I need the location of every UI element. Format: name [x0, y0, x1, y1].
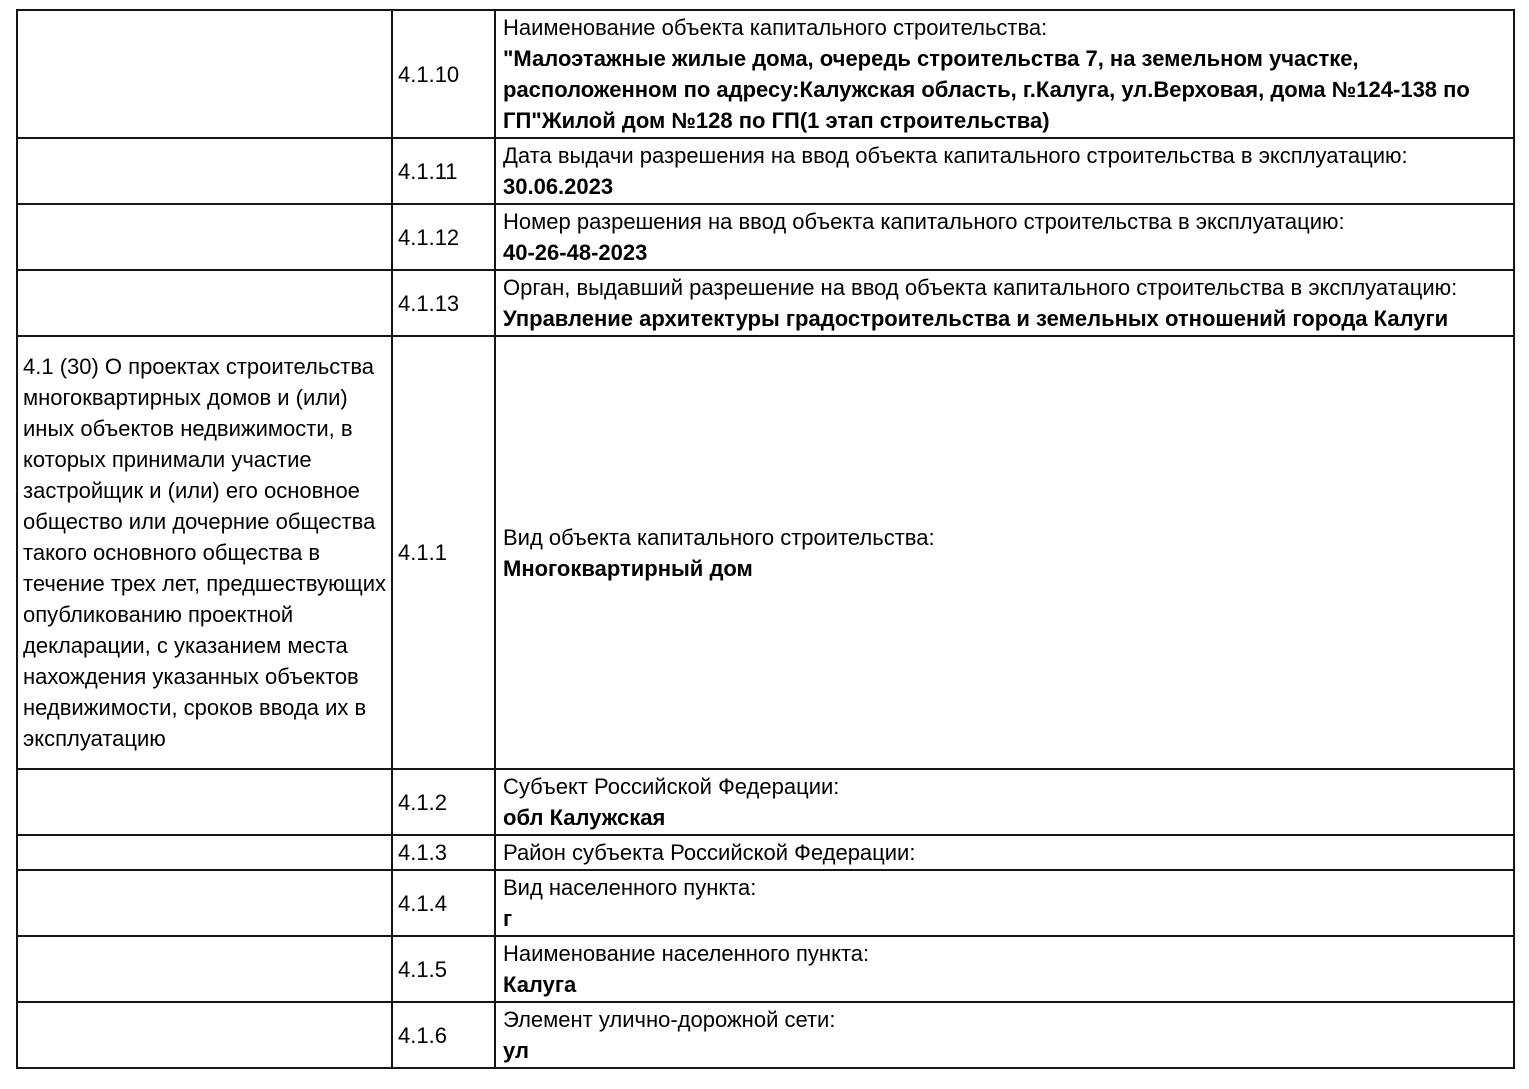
field-label: Вид населенного пункта: — [503, 875, 757, 900]
category-cell — [17, 769, 392, 835]
category-cell — [17, 10, 392, 138]
category-cell: 4.1 (30) О проектах строительства многоквартирных домов и (или) иных объектов недвижимости, в которых принимали участие застройщик и (или) его основное общество или дочерние общества такого основного общества в течение трех лет, предшествующих опубликованию проектной декларации, с указанием места нахождения указанных объектов недвижимости, сроков ввода их в эксплуатацию — [17, 336, 392, 769]
table-row — [17, 204, 1514, 270]
item-number: 4.1.1 — [392, 336, 495, 769]
table-row — [17, 936, 1514, 1002]
table-row — [17, 10, 1514, 138]
field-label: Орган, выдавший разрешение на ввод объекта капитального строительства в эксплуатацию: — [503, 275, 1458, 300]
field-cell — [495, 10, 1514, 138]
field-label: Наименование объекта капитального строительства: — [503, 15, 1048, 40]
field-cell — [495, 1002, 1514, 1068]
field-cell — [495, 204, 1514, 270]
category-cell — [17, 936, 392, 1002]
field-value: Многоквартирный дом — [503, 555, 753, 581]
field-cell — [495, 769, 1514, 835]
field-label: Район субъекта Российской Федерации: — [503, 840, 916, 865]
field-value: Управление архитектуры градостроительства и земельных отношений города Калуги — [503, 306, 1449, 331]
field-value: "Малоэтажные жилые дома, очередь строительства 7, на земельном участке, расположенном по адресу:Калужская область, г.Калуга, ул.Верховая, дома №124-138 по ГП"Жилой дом №128 по ГП(1 этап строительства) — [503, 46, 1470, 133]
field-value: ул — [503, 1038, 529, 1063]
field-value: 30.06.2023 — [503, 174, 614, 199]
item-number: 4.1.5 — [392, 936, 495, 1002]
table-row — [17, 138, 1514, 204]
item-number: 4.1.2 — [392, 769, 495, 835]
category-cell — [17, 835, 392, 870]
field-cell — [495, 936, 1514, 1002]
field-label: Номер разрешения на ввод объекта капитального строительства в эксплуатацию: — [503, 209, 1345, 234]
item-number: 4.1.4 — [392, 870, 495, 936]
table-row — [17, 270, 1514, 336]
field-value: 40-26-48-2023 — [503, 240, 648, 265]
field-label: Наименование населенного пункта: — [503, 941, 870, 966]
item-number: 4.1.10 — [392, 10, 495, 138]
table-row — [17, 835, 1514, 870]
table-row — [17, 1002, 1514, 1068]
item-number: 4.1.12 — [392, 204, 495, 270]
field-label: Дата выдачи разрешения на ввод объекта капитального строительства в эксплуатацию: — [503, 143, 1408, 168]
field-value: Калуга — [503, 972, 577, 997]
field-label: Элемент улично-дорожной сети: — [503, 1007, 836, 1032]
category-cell — [17, 870, 392, 936]
field-value: обл Калужская — [503, 805, 666, 830]
category-cell — [17, 270, 392, 336]
declaration-table — [16, 9, 1515, 1069]
item-number: 4.1.3 — [392, 835, 495, 870]
field-cell — [495, 336, 1514, 769]
field-cell — [495, 138, 1514, 204]
table-row — [17, 769, 1514, 835]
category-cell — [17, 1002, 392, 1068]
field-value: г — [503, 906, 513, 931]
category-cell — [17, 138, 392, 204]
item-number: 4.1.11 — [392, 138, 495, 204]
category-cell — [17, 204, 392, 270]
field-cell — [495, 870, 1514, 936]
field-label: Вид объекта капитального строительства: — [503, 524, 935, 550]
field-cell — [495, 835, 1514, 870]
table-row — [17, 870, 1514, 936]
field-cell — [495, 270, 1514, 336]
table-row — [17, 336, 1514, 769]
field-label: Субъект Российской Федерации: — [503, 774, 840, 799]
item-number: 4.1.13 — [392, 270, 495, 336]
item-number: 4.1.6 — [392, 1002, 495, 1068]
